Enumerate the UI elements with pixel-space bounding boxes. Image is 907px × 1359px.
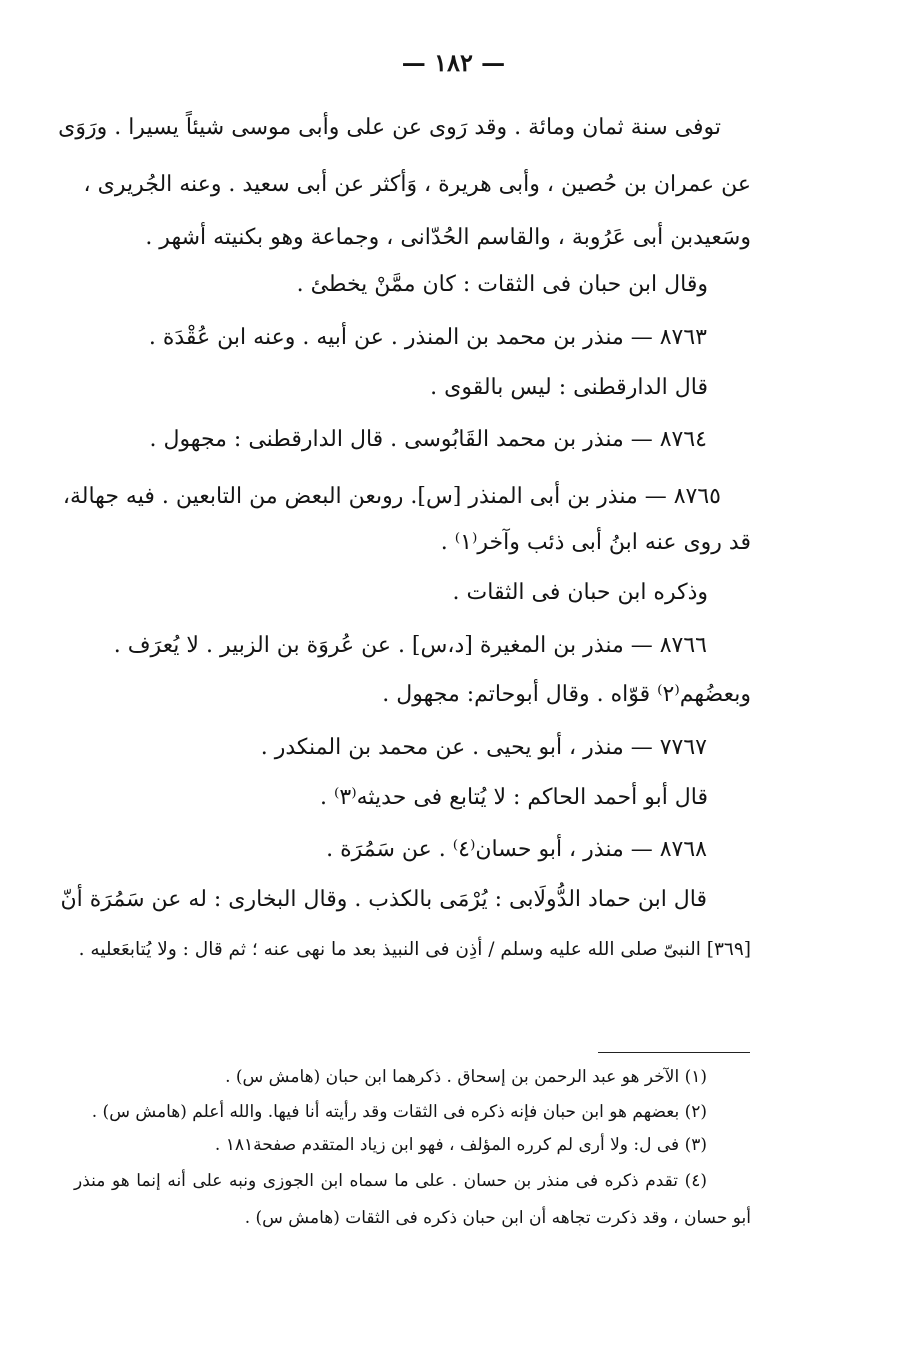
text-line: قال أبو أحمد الحاكم : لا يُتابع فى حديثه⁽٣⁾ . — [320, 785, 708, 810]
entry-8764: ٨٧٦٤ — منذر بن محمد القَابُوسى . قال الدارقطنى : مجهول . — [149, 427, 707, 452]
entry-8766: ٨٧٦٦ — منذر بن المغيرة [د،س] . عن عُروَة بن الزبير . لا يُعرَف . — [113, 633, 707, 658]
text-line: قال ابن حماد الدُّولَابى : يُرْمَى بالكذب . وقال البخارى : له عن سَمُرَة أنّ — [60, 887, 707, 912]
footnote-4: (٤) تقدم ذكره فى منذر بن حسان . على ما سماه ابن الجوزى ونبه على أنه إنما هو منذر — [74, 1171, 707, 1191]
text-line: وسَعيدبن أبى عَرُوبة ، والقاسم الحُدّانى ، وجماعة وهو بكنيته أشهر . — [145, 225, 751, 250]
page-number: — ١٨٢ — — [401, 48, 506, 77]
entry-8765: ٨٧٦٥ — منذر بن أبى المنذر [س]. روىعن البعض من التابعين . فيه جهالة، — [62, 484, 721, 509]
text-line: وقال ابن حبان فى الثقات : كان ممَّنْ يخطئ . — [296, 272, 708, 297]
footnote-divider — [598, 1052, 750, 1053]
entry-8763: ٨٧٦٣ — منذر بن محمد بن المنذر . عن أبيه . وعنه ابن عُقْدَة . — [148, 325, 707, 350]
text-line: [٣٦٩] النبىّ صلى الله عليه وسلم / أذِن فى النبيذ بعد ما نهى عنه ؛ ثم قال : ولا يُتابعَعليه . — [78, 939, 751, 960]
footnote-3: (٣) فى ل: ولا أرى لم كرره المؤلف ، فهو ابن زياد المتقدم صفحة١٨١ . — [214, 1135, 707, 1155]
footnote-1: (١) الآخر هو عبد الرحمن بن إسحاق . ذكرهما ابن حبان (هامش س) . — [225, 1067, 707, 1087]
text-line: قال الدارقطنى : ليس بالقوى . — [430, 375, 708, 400]
text-line: عن عمران بن حُصين ، وأبى هريرة ، وَأكثر عن أبى سعيد . وعنه الجُريرى ، — [83, 172, 751, 197]
footnote-2: (٢) بعضهم هو ابن حبان فإنه ذكره فى الثقات وقد رأيته أنا فيها. والله أعلم (هامش س) . — [91, 1102, 707, 1122]
text-line: توفى سنة ثمان ومائة . وقد رَوى عن على وأبى موسى شيئاً يسيرا . ورَوَى — [58, 115, 721, 140]
footnote-4-continued: أبو حسان ، وقد ذكرت تجاهه أن ابن حبان ذكره فى الثقات (هامش س) . — [244, 1208, 751, 1228]
text-line: وذكره ابن حبان فى الثقات . — [452, 580, 708, 605]
text-line: وبعضُهم⁽٢⁾ قوّاه . وقال أبوحاتم: مجهول . — [382, 682, 751, 707]
entry-8768: ٨٧٦٨ — منذر ، أبو حسان⁽٤⁾ . عن سَمُرَة . — [326, 837, 707, 862]
entry-7767: ٧٧٦٧ — منذر ، أبو يحيى . عن محمد بن المنكدر . — [260, 735, 707, 760]
text-line: قد روى عنه ابنُ أبى ذئب وآخر⁽١⁾ . — [440, 530, 751, 555]
